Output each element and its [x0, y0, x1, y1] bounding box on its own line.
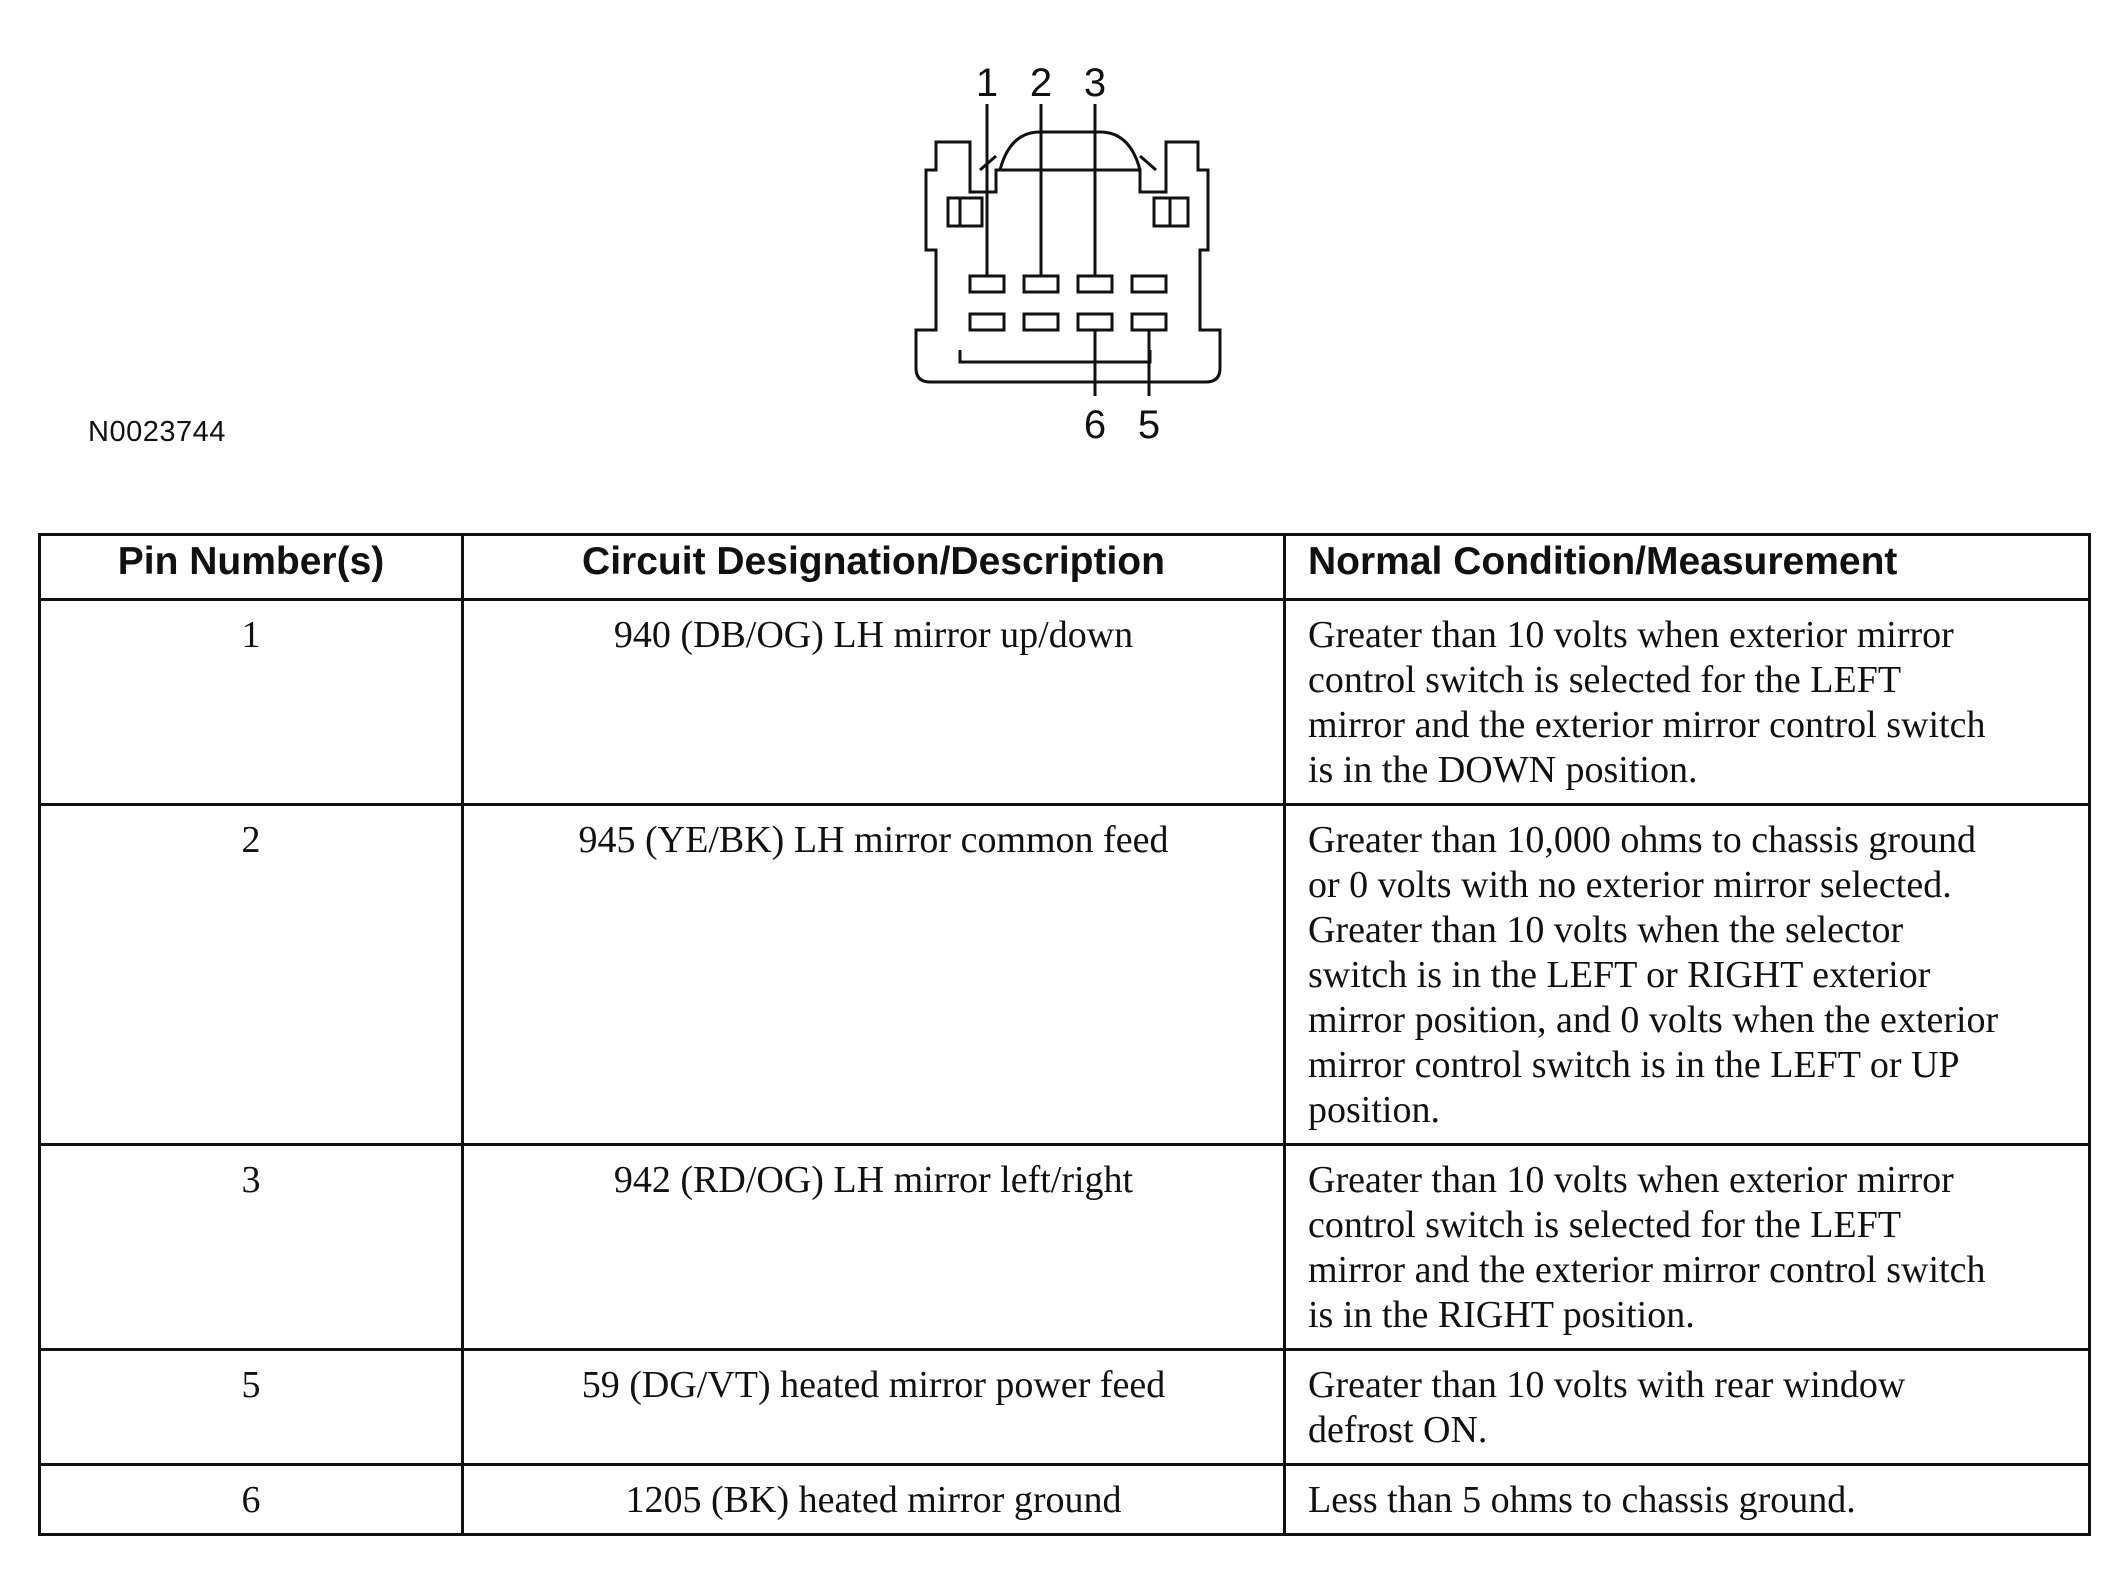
pin-table: [38, 533, 2091, 1536]
table-row: [40, 1465, 2090, 1535]
measurement-cell: [1285, 805, 2090, 1145]
connector-window-left: [948, 198, 982, 226]
measurement-line: defrost ON.: [1308, 1409, 1488, 1451]
header-pin-number: Pin Number(s): [40, 535, 463, 600]
connector-key: [960, 350, 1150, 362]
measurement-cell: [1285, 1465, 2090, 1535]
measurement-line: is in the RIGHT position.: [1308, 1294, 1695, 1336]
measurement-line: position.: [1308, 1089, 1440, 1131]
cavity-3: [1078, 276, 1112, 292]
header-measurement: Normal Condition/Measurement: [1285, 535, 2090, 600]
measurement-line: mirror control switch is in the LEFT or UP: [1308, 1044, 1960, 1086]
measurement-line: is in the DOWN position.: [1308, 749, 1698, 791]
measurement-line: Greater than 10 volts with rear window: [1308, 1364, 1906, 1406]
cavity-5: [1132, 314, 1166, 330]
circuit-cell: 1205 (BK) heated mirror ground: [463, 1465, 1285, 1535]
circuit-cell: 942 (RD/OG) LH mirror left/right: [463, 1145, 1285, 1350]
pin-label-6: 6: [1083, 403, 1107, 447]
pin-number-cell: 1: [40, 600, 463, 805]
measurement-line: mirror and the exterior mirror control switch: [1308, 704, 1986, 746]
table-header-row: [40, 535, 2090, 600]
connector-latch: [1000, 132, 1140, 170]
connector-body: [916, 142, 1220, 382]
pin-label-2: 2: [1029, 61, 1053, 105]
circuit-cell: 945 (YE/BK) LH mirror common feed: [463, 805, 1285, 1145]
circuit-cell: 940 (DB/OG) LH mirror up/down: [463, 600, 1285, 805]
table-row: [40, 805, 2090, 1145]
table-row: [40, 1145, 2090, 1350]
pin-label-1: 1: [975, 61, 999, 105]
measurement-line: or 0 volts with no exterior mirror selected.: [1308, 864, 1952, 906]
cavity-2: [1024, 276, 1058, 292]
table-row: [40, 600, 2090, 805]
circuit-cell: 59 (DG/VT) heated mirror power feed: [463, 1350, 1285, 1465]
measurement-line: mirror and the exterior mirror control switch: [1308, 1249, 1986, 1291]
measurement-line: Less than 5 ohms to chassis ground.: [1308, 1479, 1856, 1521]
pin-number-cell: 3: [40, 1145, 463, 1350]
pin-label-5: 5: [1137, 403, 1161, 447]
measurement-line: control switch is selected for the LEFT: [1308, 1204, 1902, 1246]
cavity-7: [1024, 314, 1058, 330]
pin-label-3: 3: [1083, 61, 1107, 105]
measurement-line: Greater than 10 volts when exterior mirror: [1308, 614, 1954, 656]
pin-number-cell: 6: [40, 1465, 463, 1535]
header-circuit: Circuit Designation/Description: [463, 535, 1285, 600]
measurement-line: Greater than 10 volts when exterior mirror: [1308, 1159, 1954, 1201]
measurement-cell: [1285, 1350, 2090, 1465]
pin-number-cell: 5: [40, 1350, 463, 1465]
cavity-4: [1132, 276, 1166, 292]
measurement-line: mirror position, and 0 volts when the exterior: [1308, 999, 1999, 1041]
connector-diagram: [900, 60, 1240, 460]
table-row: [40, 1350, 2090, 1465]
measurement-line: Greater than 10,000 ohms to chassis ground: [1308, 819, 1977, 861]
measurement-cell: [1285, 600, 2090, 805]
figure-id: N0023744: [88, 416, 226, 448]
cavity-1: [970, 276, 1004, 292]
measurement-cell: [1285, 1145, 2090, 1350]
cavity-8: [970, 314, 1004, 330]
measurement-line: control switch is selected for the LEFT: [1308, 659, 1902, 701]
measurement-line: Greater than 10 volts when the selector: [1308, 909, 1904, 951]
pin-number-cell: 2: [40, 805, 463, 1145]
measurement-line: switch is in the LEFT or RIGHT exterior: [1308, 954, 1931, 996]
cavity-6: [1078, 314, 1112, 330]
